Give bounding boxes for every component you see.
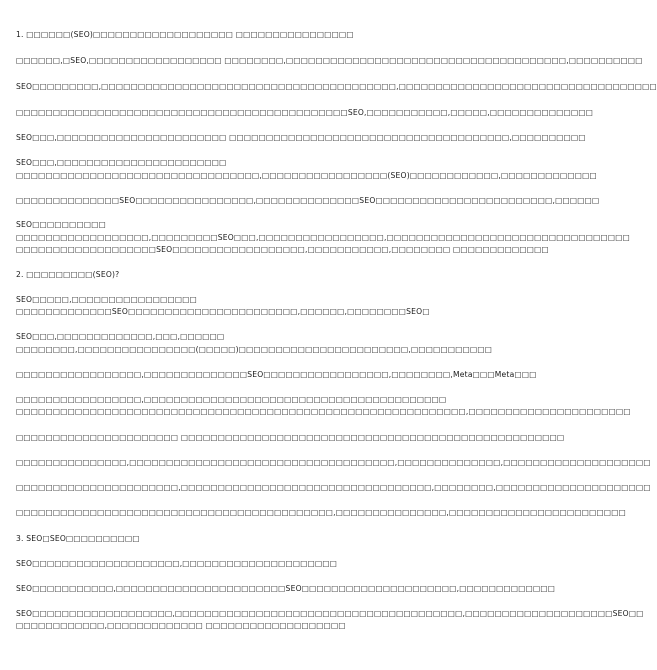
- paragraph-line: □□□□□□□□□□□□□□SEO□□□□□□□□□□□□□□□□,□□□□□□□□□□□□□□SEO□□□□□□□□□□□□□□□□□□□□□□□□,□□□□□□: [16, 196, 600, 205]
- paragraph-line: □□□□□□,□SEO,□□□□□□□□□□□□□□□□□□ □□□□□□□□,□□□□□□□□□□□□□□□□□□□□□□□□□□□□□□□□□□□□□□,□□□□□□□□□□: [16, 56, 643, 65]
- paragraph-line: SEO□□□□□□□□□□□□□□□□□□□□,□□□□□□□□□□□□□□□□□□□□□: [16, 559, 338, 568]
- paragraph-line: SEO□□□□□□□□□□□□□□□□□□□,□□□□□□□□□□□□□□□□□□□□□□□□□□□□□□□□□□□□□□□,□□□□□□□□□□□□□□□□□□□□SEO□□: [16, 609, 644, 618]
- paragraph-line: □□□□□□□□□□□□□□□□□□□□□□,□□□□□□□□□□□□□□□□□□□□□□□□□□□□□□□□□□,□□□□□□□□,□□□□□□□□□□□□□□□□□□□□□: [16, 483, 651, 492]
- paragraph-line: □□□□□□□□□□□□,□□□□□□□□□□□□□ □□□□□□□□□□□□□□□□□□□: [16, 621, 346, 630]
- paragraph-line: □□□□□□□□□□□□□□□□□,□□□□□□□□□□□□□□SEO□□□□□□□□□□□□□□□□□,□□□□□□□□,Meta□□□Meta□□□: [16, 370, 537, 379]
- paragraph-line: □□□□□□□□□□□□□□□□□□□□□□□□□□□□□□□□□,□□□□□□□□□□□□□□□□□(SEO)□□□□□□□□□□□□,□□□□□□□□□□□□□: [16, 171, 597, 180]
- paragraph-line: SEO□□□,□□□□□□□□□□□□□□□□□□□□□□□ □□□□□□□□□□□□□□□□□□□□□□□□□□□□□□□□□□□□□□,□□□□□□□□□□: [16, 133, 586, 142]
- paragraph-line: SEO□□□□□□□□□,□□□□□□□□□□□□□□□□□□□□□□□□□□□□□□□□□□□□□□□□,□□□□□□□□□□□□□□□□□□□□□□□□□□□□□□□□□□□: [16, 82, 657, 91]
- paragraph-line: □□□□□□□□□□□□□□□□□□□□□□ □□□□□□□□□□□□□□□□□□□□□□□□□□□□□□□□□□□□□□□□□□□□□□□□□□□□: [16, 433, 565, 442]
- paragraph-line: SEO□□□,□□□□□□□□□□□□□,□□□,□□□□□□: [16, 332, 225, 341]
- paragraph-line: □□□□□□□□□□□□□□□□□□,□□□□□□□□□SEO□□□,□□□□□□□□□□□□□□□□□,□□□□□□□□□□□□□□□□□□□□□□□□□□□□□□□□□: [16, 233, 631, 242]
- paragraph-line: SEO□□□,□□□□□□□□□□□□□□□□□□□□□□□: [16, 158, 227, 167]
- paragraph-line: □□□□□□□□□□□□□SEO□□□□□□□□□□□□□□□□□□□□□□□,□□□□□□,□□□□□□□□SEO□: [16, 307, 430, 316]
- section-3-heading: 3. SEO□SEO□□□□□□□□□□: [16, 534, 140, 543]
- paragraph-line: □□□□□□□□,□□□□□□□□□□□□□□□□(□□□□□)□□□□□□□□□□□□□□□□□□□□□□□,□□□□□□□□□□□: [16, 345, 493, 354]
- paragraph-line: □□□□□□□□□□□□□□□□□□□□□□□□□□□□□□□□□□□□□□□□□□□□□SEO,□□□□□□□□□□□,□□□□□,□□□□□□□□□□□□□□: [16, 108, 594, 117]
- section-2-heading: 2. □□□□□□□□□(SEO)?: [16, 270, 120, 279]
- paragraph-line: □□□□□□□□□□□□□□□□□□□□□□□□□□□□□□□□□□□□□□□□□□□,□□□□□□□□□□□□□□□,□□□□□□□□□□□□□□□□□□□□□□□□: [16, 508, 626, 517]
- paragraph-line: SEO□□□□□□□□□□□,□□□□□□□□□□□□□□□□□□□□□□□SEO□□□□□□□□□□□□□□□□□□□□□,□□□□□□□□□□□□□: [16, 584, 556, 593]
- section-1-heading: 1. □□□□□□(SEO)□□□□□□□□□□□□□□□□□□□ □□□□□□□□□□□□□□□□: [16, 30, 354, 39]
- paragraph-line: SEO□□□□□,□□□□□□□□□□□□□□□□□: [16, 295, 198, 304]
- paragraph-line: □□□□□□□□□□□□□□□,□□□□□□□□□□□□□□□□□□□□□□□□□□□□□□□□□□□□,□□□□□□□□□□□□□□,□□□□□□□□□□□□□□□□□□□□: [16, 458, 651, 467]
- paragraph-line: □□□□□□□□□□□□□□□□□□□□□□□□□□□□□□□□□□□□□□□□□□□□□□□□□□□□□□□□□□□□□,□□□□□□□□□□□□□□□□□□□□□□: [16, 407, 631, 416]
- paragraph-line: □□□□□□□□□□□□□□□□□,□□□□□□□□□□□□□□□□□□□□□□□□□□□□□□□□□□□□□□□□□: [16, 395, 447, 404]
- paragraph-line: □□□□□□□□□□□□□□□□□□□SEO□□□□□□□□□□□□□□□□□□,□□□□□□□□□□□,□□□□□□□□ □□□□□□□□□□□□□: [16, 245, 549, 254]
- paragraph-line: SEO□□□□□□□□□□: [16, 220, 106, 229]
